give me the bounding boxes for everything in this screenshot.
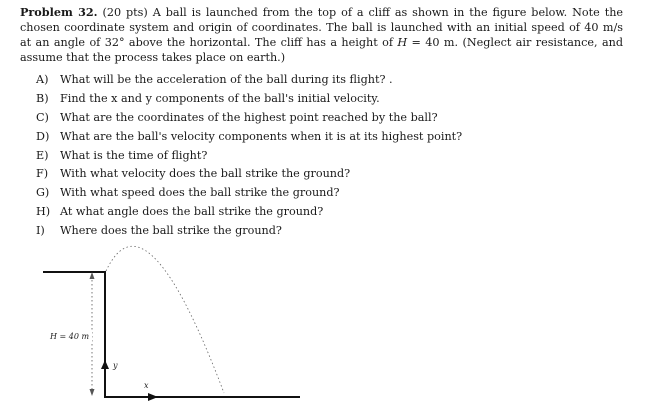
question-text: Find the x and y components of the ball's initial velocity. xyxy=(60,91,380,105)
height-label: H = 40 m xyxy=(50,332,90,341)
question-letter: C) xyxy=(36,110,49,124)
problem-points: (20 pts) xyxy=(102,6,148,19)
height-arrow-top xyxy=(90,272,95,279)
question-text: What is the time of flight? xyxy=(60,148,208,162)
question-text: What are the ball's velocity components when it is at its highest point? xyxy=(60,129,463,143)
height-arrow-bottom xyxy=(90,389,95,396)
height-value: = 40 m. xyxy=(407,36,459,49)
question-letter: F) xyxy=(36,167,49,181)
question-letter: E) xyxy=(36,148,49,162)
question-text: With what velocity does the ball strike the ground? xyxy=(60,167,351,181)
problem-number: Problem 32. xyxy=(20,5,98,19)
question-letter: H) xyxy=(36,205,51,219)
problem-statement-part2: (Neglect air resistance, and assume that the process takes place on earth.) xyxy=(20,36,623,64)
question-text: What will be the acceleration of the ball during its flight? . xyxy=(60,72,393,86)
height-symbol: H xyxy=(397,36,408,49)
trajectory-path xyxy=(106,246,224,393)
question-text: At what angle does the ball strike the ground? xyxy=(60,205,324,219)
x-axis-arrowhead xyxy=(148,393,158,401)
y-axis-arrowhead xyxy=(101,360,109,369)
question-letter: A) xyxy=(36,72,49,86)
question-text: With what speed does the ball strike the ground? xyxy=(60,186,340,200)
question-letter: D) xyxy=(36,129,50,143)
question-letter: G) xyxy=(36,186,50,200)
question-text: What are the coordinates of the highest point reached by the ball? xyxy=(60,110,438,124)
x-axis-label: x xyxy=(144,381,149,390)
problem-statement-part1: A ball is launched from the top of a cliff as shown in the figure below. Note the chosen coordinate system and origin of coordinates. The ball is launched with an initial speed of 40 m/s at an angle of 32° above the horizontal. The cliff has a height of xyxy=(20,6,624,49)
y-axis-label: y xyxy=(113,361,118,370)
question-text: Where does the ball strike the ground? xyxy=(60,224,282,238)
question-letter: B) xyxy=(36,91,49,105)
question-letter: I) xyxy=(36,224,45,238)
